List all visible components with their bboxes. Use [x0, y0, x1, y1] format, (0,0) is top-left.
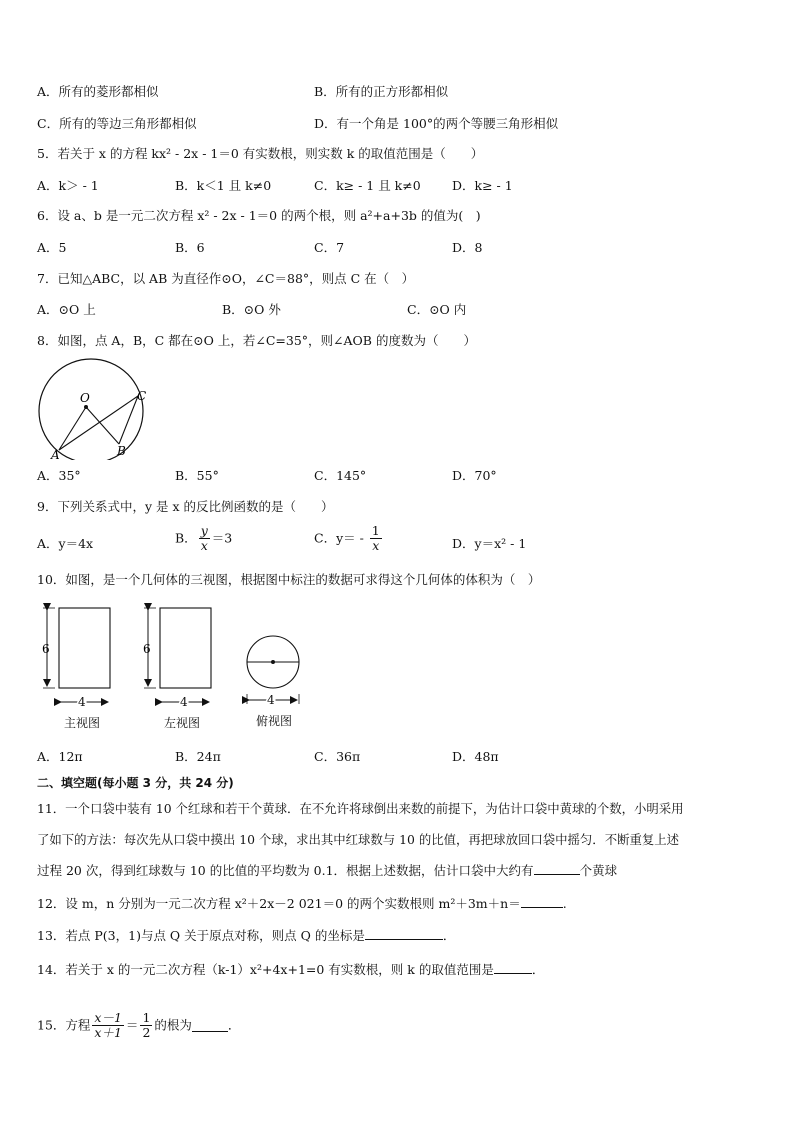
q13-answer-blank[interactable]: [365, 927, 443, 940]
q15-rhs-num: 1: [142, 1010, 151, 1025]
q11-line-3: [37, 862, 617, 879]
front-view-caption: 主视图: [64, 716, 101, 730]
side-width-label: 4: [180, 695, 188, 709]
q12-stem: 12．设 m，n 分别为一元二次方程 x²＋2x－2 021＝0 的两个实数根则 m²＋3m＋n＝: [37, 896, 521, 911]
q7-option-c: C．⊙O 内: [407, 302, 467, 317]
q10-option-d: D．48π: [452, 749, 499, 764]
q8-segment-oa: [59, 407, 86, 450]
q9-stem: 9．下列关系式中，y 是 x 的反比例函数的是（ ）: [37, 499, 334, 514]
q5-option-d: D．k≥ - 1: [452, 178, 513, 193]
q11-line-3-suffix: 个黄球: [579, 863, 618, 878]
q8-label-c: C: [137, 389, 147, 403]
q12-suffix: .: [562, 896, 567, 911]
side-view-caption: 左视图: [164, 716, 201, 730]
q14-line: [37, 961, 544, 978]
q8-option-b: B．55°: [175, 468, 219, 483]
q12-line: [37, 895, 567, 912]
front-view-rect: [59, 608, 110, 688]
q8-option-a: A．35°: [37, 468, 81, 483]
q8-stem: 8．如图，点 A，B，C 都在⊙O 上，若∠C=35°，则∠AOB 的度数为（ ）: [37, 333, 476, 348]
q8-segment-ac: [59, 396, 138, 450]
q5-option-a: A．k＞ - 1: [37, 178, 99, 193]
q10-three-views-figure: [35, 600, 325, 715]
q14-suffix: ．: [531, 962, 545, 977]
q15-end: ．: [227, 1017, 241, 1033]
q8-center-dot: [84, 405, 88, 409]
q15-lhs-fraction: [92, 1011, 124, 1040]
q5-option-b: B．k＜1 且 k≠0: [175, 178, 272, 193]
q15-lhs-num: x－1: [94, 1010, 122, 1025]
top-view-center-dot: [271, 660, 275, 664]
q9-option-b: [175, 524, 232, 553]
top-view-caption: 俯视图: [256, 714, 293, 728]
q8-option-d: D．70°: [452, 468, 497, 483]
q9-option-c: [314, 524, 384, 553]
q10-option-b: B．24π: [175, 749, 221, 764]
side-height-label: 6: [143, 642, 151, 656]
q15-rhs-den: 2: [142, 1025, 151, 1040]
q15-prefix: 15．方程: [37, 1017, 91, 1033]
q8-label-b: B: [117, 444, 126, 458]
q4-option-c: C．所有的等边三角形都相似: [37, 116, 197, 131]
q4-option-d: D．有一个角是 100°的两个等腰三角形相似: [314, 116, 559, 131]
q10-option-a: A．12π: [37, 749, 83, 764]
q15-answer-blank[interactable]: [192, 1019, 228, 1032]
q8-segment-bc: [119, 396, 138, 444]
q13-line: [37, 927, 455, 944]
q11-line-3-text: 过程 20 次，得到红球数与 10 的比值的平均数为 0.1．根据上述数据，估计口袋中大约有: [37, 863, 534, 878]
q4-option-b: B．所有的正方形都相似: [314, 84, 449, 99]
q7-option-b: B．⊙O 外: [222, 302, 281, 317]
q9-option-b-suffix: ＝3: [211, 530, 233, 546]
q8-option-c: C．145°: [314, 468, 367, 483]
q6-option-c: C．7: [314, 240, 345, 255]
q13-suffix: ．: [442, 928, 456, 943]
q15-suffix: 的根为: [154, 1017, 192, 1033]
q8-circle-figure: [33, 356, 153, 460]
q12-answer-blank[interactable]: [521, 895, 563, 908]
q14-answer-blank[interactable]: [494, 961, 532, 974]
q6-option-d: D．8: [452, 240, 483, 255]
q9-option-b-prefix: B．: [175, 530, 197, 546]
q9-option-b-num: y: [200, 523, 208, 538]
q5-stem: 5．若关于 x 的方程 kx² - 2x - 1＝0 有实数根，则实数 k 的取值范围是（ ）: [37, 146, 484, 161]
q13-stem: 13．若点 P(3，1)与点 Q 关于原点对称，则点 Q 的坐标是: [37, 928, 365, 943]
q14-stem: 14．若关于 x 的一元二次方程（k-1）x²+4x+1=0 有实数根，则 k 的取值范围是: [37, 962, 494, 977]
q15-lhs-den: x＋1: [94, 1025, 122, 1040]
q9-option-b-fraction: [199, 524, 210, 553]
q11-line-1: 11．一个口袋中装有 10 个红球和若干个黄球．在不允许将球倒出来数的前提下，为估计口袋中黄球的个数，小明采用: [37, 801, 684, 816]
q8-circle: [39, 359, 143, 460]
section-2-title: 二、填空题(每小题 3 分，共 24 分): [37, 776, 234, 790]
q9-option-d: D．y＝x² - 1: [452, 536, 527, 551]
q5-option-c: C．k≥ - 1 且 k≠0: [314, 178, 421, 193]
top-width-label: 4: [267, 693, 275, 707]
q15-rhs-fraction: [140, 1011, 152, 1040]
q8-label-a: A: [51, 448, 60, 460]
q10-stem: 10．如图，是一个几何体的三视图，根据图中标注的数据可求得这个几何体的体积为（ ）: [37, 572, 541, 587]
front-height-label: 6: [42, 642, 50, 656]
side-view-rect: [160, 608, 211, 688]
front-width-label: 4: [78, 695, 86, 709]
q10-option-c: C．36π: [314, 749, 361, 764]
q9-option-c-den: x: [372, 538, 380, 553]
q6-stem: 6．设 a、b 是一元二次方程 x² - 2x - 1＝0 的两个根，则 a²+a+3b 的值为( ): [37, 208, 481, 223]
q7-stem: 7．已知△ABC，以 AB 为直径作⊙O，∠C＝88°，则点 C 在（ ）: [37, 271, 415, 286]
q9-option-c-prefix: C．y＝ -: [314, 530, 368, 546]
q9-option-a: A．y＝4x: [37, 536, 94, 551]
q6-option-a: A．5: [37, 240, 67, 255]
q9-option-b-den: x: [200, 538, 208, 553]
q15-equals: ＝: [125, 1017, 139, 1033]
q8-label-o: O: [80, 391, 90, 405]
q9-option-c-num: 1: [371, 523, 380, 538]
q9-option-c-fraction: [370, 524, 382, 553]
q4-option-a: A．所有的菱形都相似: [37, 84, 159, 99]
q11-line-2: 了如下的方法：每次先从口袋中摸出 10 个球，求出其中红球数与 10 的比值，再把球放回口袋中摇匀．不断重复上述: [37, 832, 680, 847]
q15-line: [37, 1011, 240, 1040]
q11-answer-blank[interactable]: [534, 862, 580, 875]
q6-option-b: B．6: [175, 240, 205, 255]
q7-option-a: A．⊙O 上: [37, 302, 96, 317]
